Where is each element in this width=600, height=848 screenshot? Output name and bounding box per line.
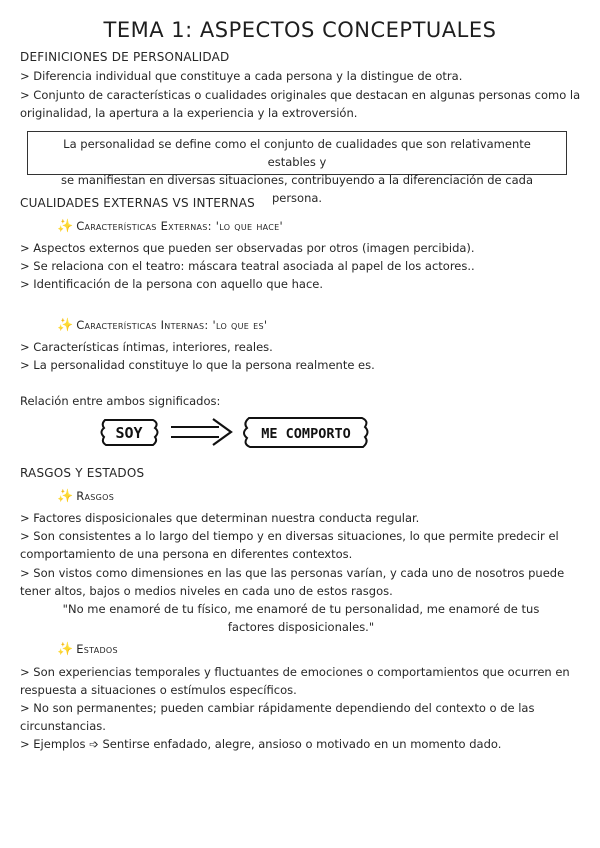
list-item: > Son experiencias temporales y fluctuantes de emociones o comportamientos que ocurren en	[20, 665, 570, 679]
list-item-cont: circunstancias.	[20, 719, 106, 733]
section-heading-definitions: DEFINICIONES DE PERSONALIDAD	[20, 50, 230, 64]
box-line: La personalidad se define como el conjunto de cualidades que son relativamente estables y	[63, 137, 531, 169]
sparkles-icon: ✨	[57, 489, 74, 504]
subheading-external	[57, 217, 283, 236]
list-item: > No son permanentes; pueden cambiar rápidamente dependiendo del contexto o de las	[20, 701, 535, 715]
list-item: > Aspectos externos que pueden ser observadas por otros (imagen percibida).	[20, 241, 475, 255]
quote-line: "No me enamoré de tu físico, me enamoré de tu personalidad, me enamoré de tus	[62, 602, 540, 616]
sparkles-icon: ✨	[57, 642, 74, 657]
subheading-label: Rasgos	[76, 489, 115, 503]
subheading-label: Características Internas: 'lo que es'	[76, 318, 268, 332]
list-item: > Características íntimas, interiores, reales.	[20, 340, 273, 354]
soy-me-comporto-sketch	[97, 410, 372, 456]
subheading-label: Estados	[76, 642, 118, 656]
subheading-label: Características Externas: 'lo que hace'	[76, 219, 283, 233]
subheading-internal	[57, 316, 267, 335]
list-item: > Son vistos como dimensiones en las que las personas varían, y cada uno de nosotros puede	[20, 566, 565, 580]
sketch-me-comporto-text: ME COMPORTO	[261, 426, 351, 442]
list-item-cont: comportamiento de una persona en diferentes contextos.	[20, 547, 353, 561]
list-item-cont: respuesta a situaciones o estímulos específicos.	[20, 683, 297, 697]
definition-line-cont: originalidad, la apertura a la experiencia y la extroversión.	[20, 106, 358, 120]
sparkles-icon: ✨	[57, 318, 74, 333]
definition-line: > Diferencia individual que constituye a cada persona y la distingue de otra.	[20, 69, 463, 83]
sparkles-icon: ✨	[57, 219, 74, 234]
relation-label: Relación entre ambos significados:	[20, 394, 221, 408]
definition-line: > Conjunto de características o cualidades originales que destacan en algunas personas como la	[20, 88, 581, 102]
subheading-states	[57, 640, 118, 659]
page-title: TEMA 1: ASPECTOS CONCEPTUALES	[103, 18, 497, 42]
list-item: > Ejemplos ➩ Sentirse enfadado, alegre, ansioso o motivado en un momento dado.	[20, 737, 502, 751]
section-heading-traits-states: RASGOS Y ESTADOS	[20, 466, 145, 480]
list-item: > La personalidad constituye lo que la persona realmente es.	[20, 358, 375, 372]
list-item-cont: tener altos, bajos o medios niveles en cada uno de estos rasgos.	[20, 584, 393, 598]
list-item: > Identificación de la persona con aquello que hace.	[20, 277, 324, 291]
section-heading-qualities: CUALIDADES EXTERNAS VS INTERNAS	[20, 196, 255, 210]
arrow-shaft	[171, 427, 219, 437]
subheading-traits	[57, 487, 114, 506]
quote-line: factores disposicionales."	[227, 620, 375, 634]
list-item: > Son consistentes a lo largo del tiempo y en diversas situaciones, lo que permite predecir el	[20, 529, 559, 543]
list-item: > Se relaciona con el teatro: máscara teatral asociada al papel de los actores..	[20, 259, 475, 273]
sketch-soy-text: SOY	[115, 424, 143, 442]
box-line: se manifiestan en diversas situaciones, contribuyendo a la diferenciación de cada persona.	[60, 173, 534, 205]
list-item: > Factores disposicionales que determinan nuestra conducta regular.	[20, 511, 420, 525]
arrow-head-icon	[213, 419, 231, 445]
